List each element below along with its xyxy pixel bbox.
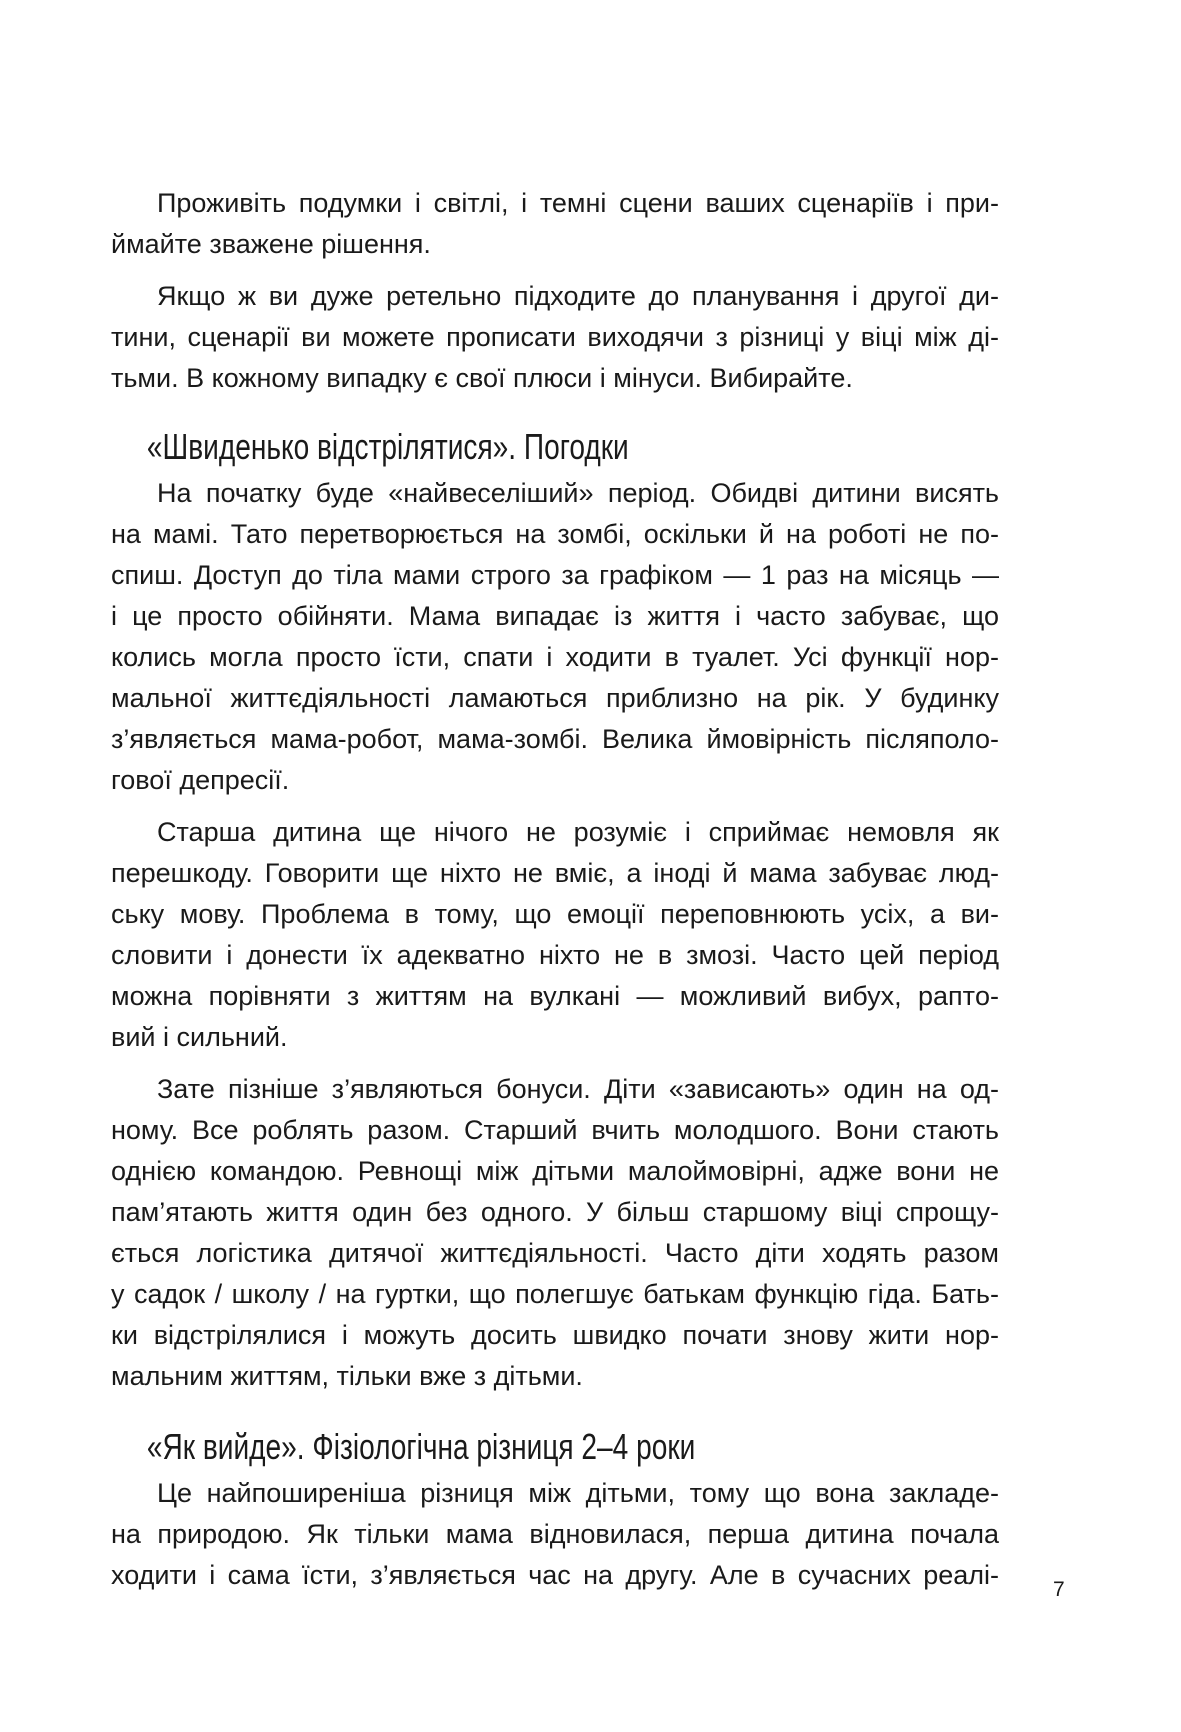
text-line: ному. Все роблять разом. Старший вчить молодшого. Вони стають	[111, 1115, 999, 1145]
text-line: вий і сильний.	[111, 1022, 288, 1052]
text-line: тьми. В кожному випадку є свої плюси і мінуси. Вибирайте.	[111, 363, 853, 393]
text-line: можна порівняти з життям на вулкані — можливий вибух, раптo-	[111, 981, 999, 1011]
page-number: 7	[1053, 1578, 1065, 1601]
text-line: Зате пізніше з’являються бонуси. Діти «зависають» один на од-	[157, 1074, 999, 1104]
text-line: пам’ятають життя один без одного. У більш старшому віці спрощу-	[111, 1197, 999, 1227]
text-line: мальним життям, тільки вже з дітьми.	[111, 1361, 583, 1391]
section-heading-yak-vyide: «Як вийде». Фізіологічна різниця 2–4 роки	[146, 1426, 696, 1467]
text-line: ську мову. Проблема в тому, що емоції переповнюють усіх, а ви-	[111, 899, 999, 929]
text-line: з’являється мама-робот, мама-зомбі. Велика ймовірність післяполо-	[111, 724, 999, 754]
section1-paragraph-1	[111, 473, 999, 801]
text-line: перешкоду. Говорити ще ніхто не вміє, а іноді й мама забуває люд-	[111, 858, 999, 888]
text-line: Це найпоширеніша різниця між дітьми, тому що вона закладе-	[157, 1478, 999, 1508]
text-line: гової депресії.	[111, 765, 290, 795]
section1-paragraph-3	[111, 1069, 999, 1397]
text-line: ходити і сама їсти, з’являється час на другу. Але в сучасних реалі-	[111, 1560, 999, 1590]
text-line: Старша дитина ще нічого не розуміє і сприймає немовля як	[157, 817, 999, 847]
text-line: на природою. Як тільки мама відновилася, перша дитина почала	[111, 1519, 999, 1549]
section1-paragraph-2	[111, 812, 999, 1058]
section-heading-pogodky: «Швиденько відстрілятися». Погодки	[146, 426, 629, 467]
text-line: у садок / школу / на гуртки, що полегшує батькам функцію гіда. Бать-	[111, 1279, 999, 1309]
intro-paragraph-2	[111, 276, 999, 399]
text-line: однією командою. Ревнощі між дітьми малоймовірні, адже вони не	[111, 1156, 999, 1186]
text-line: ється логістика дитячої життєдіяльності. Часто діти ходять разом	[111, 1238, 999, 1268]
text-line: і це просто обійняти. Мама випадає із життя і часто забуває, що	[111, 601, 999, 631]
text-line: спиш. Доступ до тіла мами строго за графіком — 1 раз на місяць —	[111, 560, 999, 590]
text-line: на мамі. Тато перетворюється на зомбі, оскільки й на роботі не по-	[111, 519, 999, 549]
text-line: словити і донести їх адекватно ніхто не в змозі. Часто цей період	[111, 940, 999, 970]
text-line: Якщо ж ви дуже ретельно підходите до планування і другої ди-	[157, 281, 999, 311]
text-line: ки відстрілялися і можуть досить швидко почати знову жити нор-	[111, 1320, 999, 1350]
text-line: На початку буде «найвеселіший» період. Обидві дитини висять	[157, 478, 999, 508]
text-line: ймайте зважене рішення.	[111, 229, 431, 259]
text-line: тини, сценарії ви можете прописати виходячи з різниці у віці між ді-	[111, 322, 999, 352]
text-line: Проживіть подумки і світлі, і темні сцени ваших сценаріїв і при-	[157, 188, 999, 218]
text-line: колись могла просто їсти, спати і ходити в туалет. Усі функції нор-	[111, 642, 999, 672]
page-body	[111, 183, 999, 1596]
section2-paragraph-1	[111, 1473, 999, 1596]
text-line: мальної життєдіяльності ламаються приблизно на рік. У будинку	[111, 683, 999, 713]
intro-paragraph-1	[111, 183, 999, 265]
